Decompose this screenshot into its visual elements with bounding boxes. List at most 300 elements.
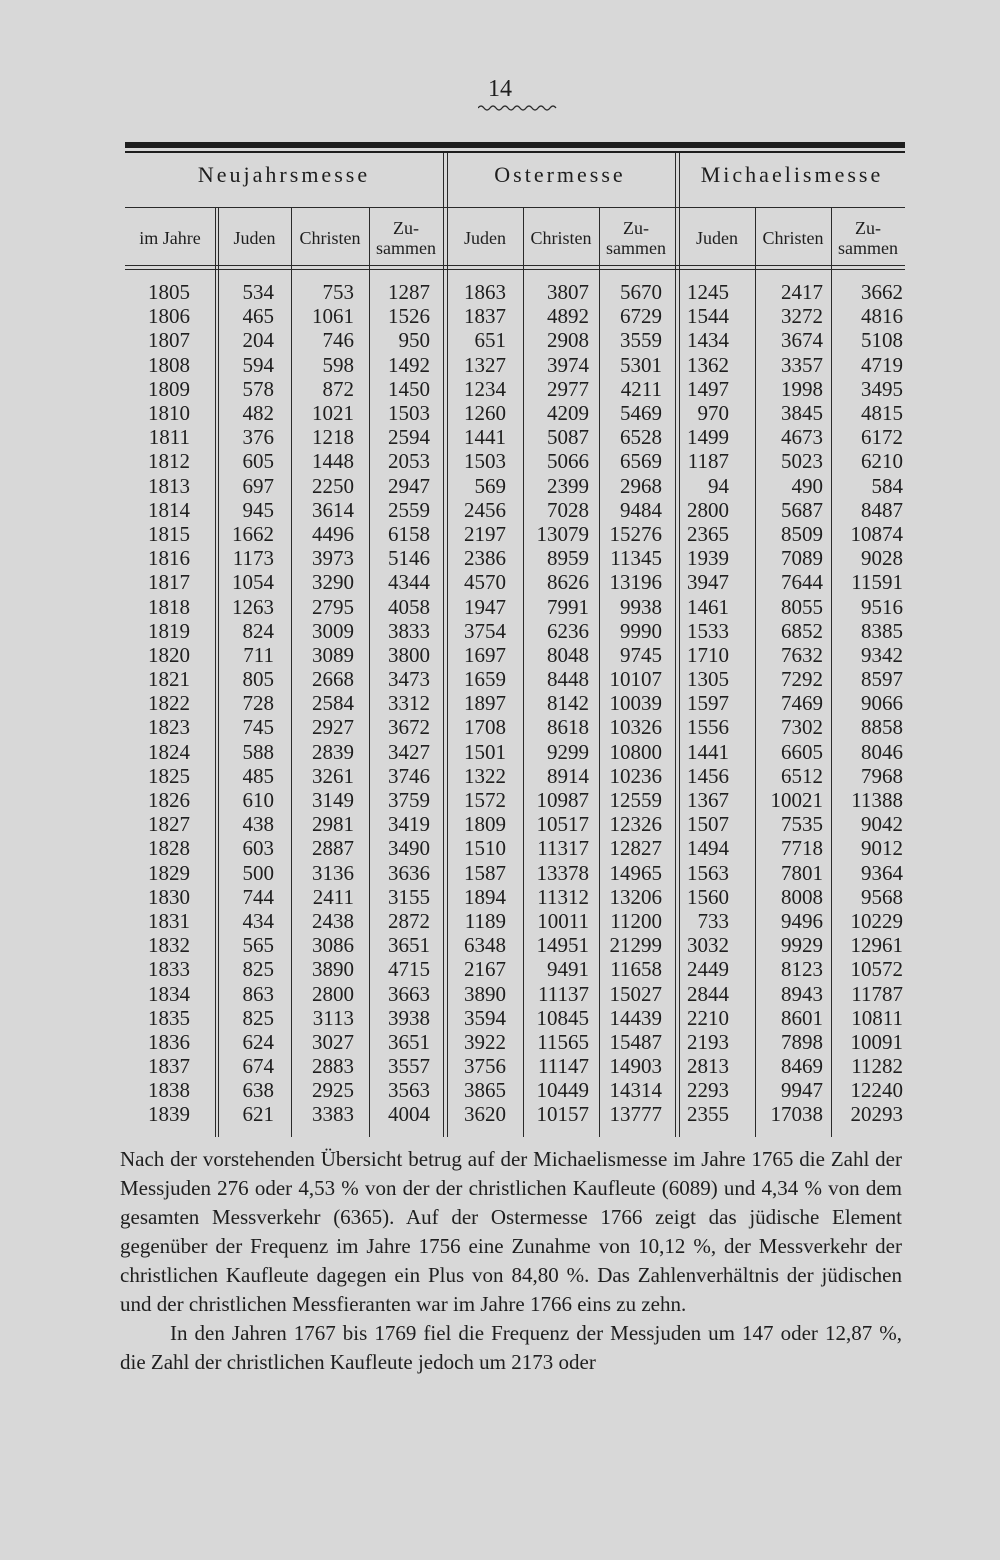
count-cell: 9496 (781, 908, 823, 933)
count-cell: 1499 (687, 425, 729, 450)
count-cell: 20293 (850, 1102, 903, 1127)
count-cell: 3032 (687, 933, 729, 958)
count-cell: 8487 (861, 497, 903, 522)
count-cell: 1187 (687, 449, 729, 474)
count-cell: 9516 (861, 594, 903, 619)
count-cell: 10572 (850, 957, 903, 982)
count-cell: 7991 (547, 594, 589, 619)
count-cell: 4892 (547, 304, 589, 329)
count-cell: 4719 (861, 352, 903, 377)
table-row (0, 957, 903, 981)
count-cell: 745 (242, 715, 274, 740)
count-cell: 1556 (687, 715, 729, 740)
table-row (0, 740, 903, 764)
count-cell: 11565 (537, 1029, 589, 1054)
page-number: 14 (488, 76, 512, 102)
count-cell: 3833 (388, 618, 430, 643)
count-cell: 3974 (547, 352, 589, 377)
table-row (0, 328, 903, 352)
count-cell: 8448 (547, 667, 589, 692)
count-cell: 5469 (620, 401, 662, 426)
table-row (0, 981, 903, 1005)
count-cell: 3651 (388, 1029, 430, 1054)
count-cell: 3746 (388, 763, 430, 788)
year-cell: 1838 (148, 1078, 190, 1103)
count-cell: 8142 (547, 691, 589, 716)
count-cell: 10517 (536, 812, 589, 837)
count-cell: 1305 (687, 667, 729, 692)
count-cell: 2250 (312, 473, 354, 498)
count-cell: 945 (242, 497, 274, 522)
count-cell: 4815 (861, 401, 903, 426)
count-cell: 1587 (464, 860, 506, 885)
count-cell: 2399 (547, 473, 589, 498)
count-cell: 2668 (312, 667, 354, 692)
count-cell: 3559 (620, 328, 662, 353)
table-top-rule-thin (125, 151, 905, 153)
count-cell: 11345 (610, 546, 662, 571)
count-cell: 8959 (547, 546, 589, 571)
count-cell: 8055 (781, 594, 823, 619)
count-cell: 7292 (781, 667, 823, 692)
table-row (0, 594, 903, 618)
count-cell: 6605 (781, 739, 823, 764)
count-cell: 594 (242, 352, 274, 377)
count-cell: 1809 (464, 812, 506, 837)
count-cell: 12326 (609, 812, 662, 837)
count-cell: 598 (322, 352, 354, 377)
count-cell: 2417 (781, 280, 823, 305)
count-cell: 3027 (312, 1029, 354, 1054)
year-cell: 1817 (148, 570, 190, 595)
count-cell: 7632 (781, 642, 823, 667)
count-cell: 1448 (312, 449, 354, 474)
count-cell: 1327 (464, 352, 506, 377)
count-cell: 11388 (851, 788, 903, 813)
table-row (0, 425, 903, 449)
count-cell: 1061 (312, 304, 354, 329)
col-header-juden: Juden (696, 228, 738, 248)
count-cell: 1441 (464, 425, 506, 450)
count-cell: 2981 (312, 812, 354, 837)
col-header-christen: Christen (530, 228, 592, 248)
count-cell: 2908 (547, 328, 589, 353)
count-cell: 4816 (861, 304, 903, 329)
count-cell: 2210 (687, 1005, 729, 1030)
count-cell: 9066 (861, 691, 903, 716)
table-row (0, 377, 903, 401)
count-cell: 5146 (388, 546, 430, 571)
count-cell: 4058 (388, 594, 430, 619)
count-cell: 825 (242, 957, 274, 982)
count-cell: 2594 (388, 425, 430, 450)
count-cell: 2887 (312, 836, 354, 861)
body-text (120, 1145, 902, 1377)
count-cell: 1659 (464, 667, 506, 692)
table-row (0, 1102, 903, 1126)
count-cell: 3594 (464, 1005, 506, 1030)
year-cell: 1822 (148, 691, 190, 716)
count-cell: 621 (242, 1102, 274, 1127)
count-cell: 438 (242, 812, 274, 837)
count-cell: 2293 (687, 1078, 729, 1103)
count-cell: 3938 (388, 1005, 430, 1030)
count-cell: 1572 (464, 788, 506, 813)
count-cell: 2883 (312, 1054, 354, 1079)
count-cell: 7801 (781, 860, 823, 885)
count-cell: 753 (322, 280, 354, 305)
year-cell: 1825 (148, 763, 190, 788)
count-cell: 1450 (388, 376, 430, 401)
count-cell: 15276 (609, 521, 662, 546)
count-cell: 3290 (312, 570, 354, 595)
year-cell: 1811 (148, 425, 190, 450)
count-cell: 15487 (609, 1029, 662, 1054)
count-cell: 3272 (781, 304, 823, 329)
count-cell: 1894 (464, 884, 506, 909)
count-cell: 21299 (609, 933, 662, 958)
count-cell: 1998 (781, 376, 823, 401)
count-cell: 4570 (464, 570, 506, 595)
col-header-juden: Juden (233, 228, 276, 248)
table-row (0, 546, 903, 570)
year-cell: 1839 (148, 1102, 190, 1127)
count-cell: 1434 (687, 328, 729, 353)
count-cell: 638 (242, 1078, 274, 1103)
count-cell: 2386 (464, 546, 506, 571)
count-cell: 11282 (851, 1054, 903, 1079)
count-cell: 2813 (687, 1054, 729, 1079)
year-cell: 1831 (148, 908, 190, 933)
count-cell: 7644 (781, 570, 823, 595)
table-row (0, 1030, 903, 1054)
count-cell: 3865 (464, 1078, 506, 1103)
year-cell: 1812 (148, 449, 190, 474)
count-cell: 204 (242, 328, 274, 353)
count-cell: 1497 (687, 376, 729, 401)
count-cell: 6512 (781, 763, 823, 788)
count-cell: 8858 (861, 715, 903, 740)
count-cell: 6210 (861, 449, 903, 474)
count-cell: 565 (242, 933, 274, 958)
count-cell: 603 (242, 836, 274, 861)
year-cell: 1818 (148, 594, 190, 619)
count-cell: 1503 (388, 401, 430, 426)
count-cell: 2197 (464, 521, 506, 546)
table-row (0, 280, 903, 304)
count-cell: 1697 (464, 642, 506, 667)
table-row (0, 498, 903, 522)
year-cell: 1834 (148, 981, 190, 1006)
count-cell: 9929 (781, 933, 823, 958)
count-cell: 9364 (861, 860, 903, 885)
count-cell: 3261 (312, 763, 354, 788)
count-cell: 1054 (232, 570, 274, 595)
count-cell: 15027 (609, 981, 662, 1006)
count-cell: 17038 (770, 1102, 823, 1127)
count-cell: 4209 (547, 401, 589, 426)
count-cell: 2193 (687, 1029, 729, 1054)
count-cell: 13378 (536, 860, 589, 885)
year-cell: 1828 (148, 836, 190, 861)
count-cell: 6348 (464, 933, 506, 958)
count-cell: 872 (322, 376, 354, 401)
table-row (0, 522, 903, 546)
frequency-table (0, 280, 903, 1127)
count-cell: 8123 (781, 957, 823, 982)
count-cell: 7898 (781, 1029, 823, 1054)
count-cell: 1456 (687, 763, 729, 788)
count-cell: 94 (708, 473, 729, 498)
count-cell: 1362 (687, 352, 729, 377)
year-cell: 1833 (148, 957, 190, 982)
count-cell: 482 (242, 401, 274, 426)
count-cell: 3383 (312, 1102, 354, 1127)
count-cell: 10157 (536, 1102, 589, 1127)
table-row (0, 1006, 903, 1030)
count-cell: 1837 (464, 304, 506, 329)
count-cell: 2839 (312, 739, 354, 764)
count-cell: 4496 (312, 521, 354, 546)
count-cell: 1510 (464, 836, 506, 861)
count-cell: 1662 (232, 521, 274, 546)
count-cell: 746 (322, 328, 354, 353)
year-cell: 1805 (148, 280, 190, 305)
count-cell: 2844 (687, 981, 729, 1006)
count-cell: 610 (242, 788, 274, 813)
count-cell: 950 (398, 328, 430, 353)
count-cell: 6528 (620, 425, 662, 450)
col-header-christen: Christen (762, 228, 824, 248)
count-cell: 10236 (609, 763, 662, 788)
count-cell: 624 (242, 1029, 274, 1054)
year-cell: 1819 (148, 618, 190, 643)
count-cell: 2438 (312, 908, 354, 933)
table-top-rule (125, 142, 905, 148)
year-cell: 1826 (148, 788, 190, 813)
count-cell: 8943 (781, 981, 823, 1006)
count-cell: 10091 (850, 1029, 903, 1054)
year-cell: 1830 (148, 884, 190, 909)
table-row (0, 885, 903, 909)
col-header-juden: Juden (464, 228, 506, 248)
count-cell: 3312 (388, 691, 430, 716)
count-cell: 2925 (312, 1078, 354, 1103)
count-cell: 1560 (687, 884, 729, 909)
count-cell: 6158 (388, 521, 430, 546)
count-cell: 8509 (781, 521, 823, 546)
count-cell: 4211 (620, 376, 662, 401)
count-cell: 14951 (536, 933, 589, 958)
count-cell: 2947 (388, 473, 430, 498)
year-cell: 1816 (148, 546, 190, 571)
count-cell: 10874 (850, 521, 903, 546)
count-cell: 728 (242, 691, 274, 716)
count-cell: 3357 (781, 352, 823, 377)
group-header-ostermesse: Ostermesse (494, 162, 626, 187)
count-cell: 1563 (687, 860, 729, 885)
year-cell: 1810 (148, 401, 190, 426)
count-cell: 14439 (609, 1005, 662, 1030)
count-cell: 6729 (620, 304, 662, 329)
count-cell: 10021 (770, 788, 823, 813)
count-cell: 9745 (620, 642, 662, 667)
count-cell: 9947 (781, 1078, 823, 1103)
count-cell: 1441 (687, 739, 729, 764)
table-row (0, 788, 903, 812)
count-cell: 14903 (609, 1054, 662, 1079)
header-bottom-rule (125, 265, 905, 266)
col-header-zusammen: Zu- sammen (376, 218, 436, 258)
count-cell: 9028 (861, 546, 903, 571)
count-cell: 8597 (861, 667, 903, 692)
count-cell: 500 (242, 860, 274, 885)
count-cell: 1461 (687, 594, 729, 619)
count-cell: 9012 (861, 836, 903, 861)
count-cell: 14314 (609, 1078, 662, 1103)
count-cell: 2968 (620, 473, 662, 498)
count-cell: 11147 (538, 1054, 589, 1079)
count-cell: 10011 (537, 908, 589, 933)
count-cell: 6172 (861, 425, 903, 450)
count-cell: 7089 (781, 546, 823, 571)
count-cell: 9568 (861, 884, 903, 909)
count-cell: 485 (242, 763, 274, 788)
count-cell: 3845 (781, 401, 823, 426)
count-cell: 3557 (388, 1054, 430, 1079)
count-cell: 1263 (232, 594, 274, 619)
year-cell: 1815 (148, 521, 190, 546)
count-cell: 6569 (620, 449, 662, 474)
count-cell: 4673 (781, 425, 823, 450)
count-cell: 1260 (464, 401, 506, 426)
count-cell: 5023 (781, 449, 823, 474)
count-cell: 5670 (620, 280, 662, 305)
count-cell: 3089 (312, 642, 354, 667)
count-cell: 3563 (388, 1078, 430, 1103)
count-cell: 11317 (537, 836, 589, 861)
count-cell: 3419 (388, 812, 430, 837)
table-row (0, 1078, 903, 1102)
count-cell: 3947 (687, 570, 729, 595)
table-row (0, 304, 903, 328)
count-cell: 3086 (312, 933, 354, 958)
count-cell: 1897 (464, 691, 506, 716)
col-header-zusammen: Zu- sammen (838, 218, 898, 258)
year-cell: 1809 (148, 376, 190, 401)
count-cell: 3754 (464, 618, 506, 643)
count-cell: 2927 (312, 715, 354, 740)
count-cell: 10811 (851, 1005, 903, 1030)
count-cell: 2053 (388, 449, 430, 474)
count-cell: 12961 (850, 933, 903, 958)
count-cell: 6236 (547, 618, 589, 643)
table-row (0, 667, 903, 691)
year-cell: 1827 (148, 812, 190, 837)
count-cell: 13777 (609, 1102, 662, 1127)
year-cell: 1835 (148, 1005, 190, 1030)
count-cell: 9342 (861, 642, 903, 667)
count-cell: 1597 (687, 691, 729, 716)
table-row (0, 861, 903, 885)
count-cell: 711 (243, 642, 274, 667)
count-cell: 3620 (464, 1102, 506, 1127)
count-cell: 2449 (687, 957, 729, 982)
count-cell: 5301 (620, 352, 662, 377)
count-cell: 3663 (388, 981, 430, 1006)
count-cell: 6852 (781, 618, 823, 643)
count-cell: 11200 (610, 908, 662, 933)
table-row (0, 643, 903, 667)
count-cell: 970 (697, 401, 729, 426)
count-cell: 4344 (388, 570, 430, 595)
count-cell: 3490 (388, 836, 430, 861)
count-cell: 733 (697, 908, 729, 933)
count-cell: 1501 (464, 739, 506, 764)
count-cell: 13206 (609, 884, 662, 909)
count-cell: 9491 (547, 957, 589, 982)
count-cell: 1533 (687, 618, 729, 643)
paragraph: Nach der vorstehenden Übersicht betrug auf der Michaelismesse im Jahre 1765 die Zahl der Messjuden 276 oder 4,53 % von der der christlichen Kaufleute (6089) und 4,34 % von dem gesamten Messverkehr (6365). Auf der Ostermesse 1766 zeigt das jüdische Element gegenüber der Frequenz im Jahre 1756 eine Zunahme von 10,12 %, der Messverkehr der christlichen Kaufleute dagegen ein Plus von 84,80 %. Das Zahlenverhältnis der jüdischen und der christlichen Messfieranten war im Jahre 1766 eins zu zehn. (120, 1147, 902, 1316)
count-cell: 1544 (687, 304, 729, 329)
header-divider (125, 207, 905, 208)
count-cell: 605 (242, 449, 274, 474)
count-cell: 651 (474, 328, 506, 353)
count-cell: 3807 (547, 280, 589, 305)
table-row (0, 812, 903, 836)
count-cell: 2977 (547, 376, 589, 401)
count-cell: 3136 (312, 860, 354, 885)
count-cell: 9484 (620, 497, 662, 522)
year-cell: 1813 (148, 473, 190, 498)
count-cell: 3495 (861, 376, 903, 401)
count-cell: 2411 (312, 884, 354, 909)
paragraph: In den Jahren 1767 bis 1769 fiel die Frequenz der Messjuden um 147 oder 12,87 %, die Zahl der christlichen Kaufleute jedoch um 2173 oder (120, 1321, 902, 1374)
year-cell: 1829 (148, 860, 190, 885)
count-cell: 4004 (388, 1102, 430, 1127)
table-row (0, 909, 903, 933)
group-header-neujahrsmesse: Neujahrsmesse (197, 162, 371, 187)
count-cell: 3662 (861, 280, 903, 305)
count-cell: 1507 (687, 812, 729, 837)
count-cell: 376 (242, 425, 274, 450)
count-cell: 805 (242, 667, 274, 692)
count-cell: 3427 (388, 739, 430, 764)
count-cell: 3973 (312, 546, 354, 571)
count-cell: 10800 (609, 739, 662, 764)
count-cell: 9042 (861, 812, 903, 837)
count-cell: 10229 (850, 908, 903, 933)
count-cell: 1710 (687, 642, 729, 667)
count-cell: 7302 (781, 715, 823, 740)
count-cell: 5108 (861, 328, 903, 353)
count-cell: 10326 (609, 715, 662, 740)
year-cell: 1821 (148, 667, 190, 692)
count-cell: 824 (242, 618, 274, 643)
count-cell: 8385 (861, 618, 903, 643)
count-cell: 1939 (687, 546, 729, 571)
count-cell: 5087 (547, 425, 589, 450)
count-cell: 9990 (620, 618, 662, 643)
count-cell: 3890 (464, 981, 506, 1006)
count-cell: 3009 (312, 618, 354, 643)
count-cell: 7718 (781, 836, 823, 861)
table-row (0, 764, 903, 788)
year-cell: 1823 (148, 715, 190, 740)
count-cell: 11137 (538, 981, 589, 1006)
count-cell: 1322 (464, 763, 506, 788)
count-cell: 8618 (547, 715, 589, 740)
